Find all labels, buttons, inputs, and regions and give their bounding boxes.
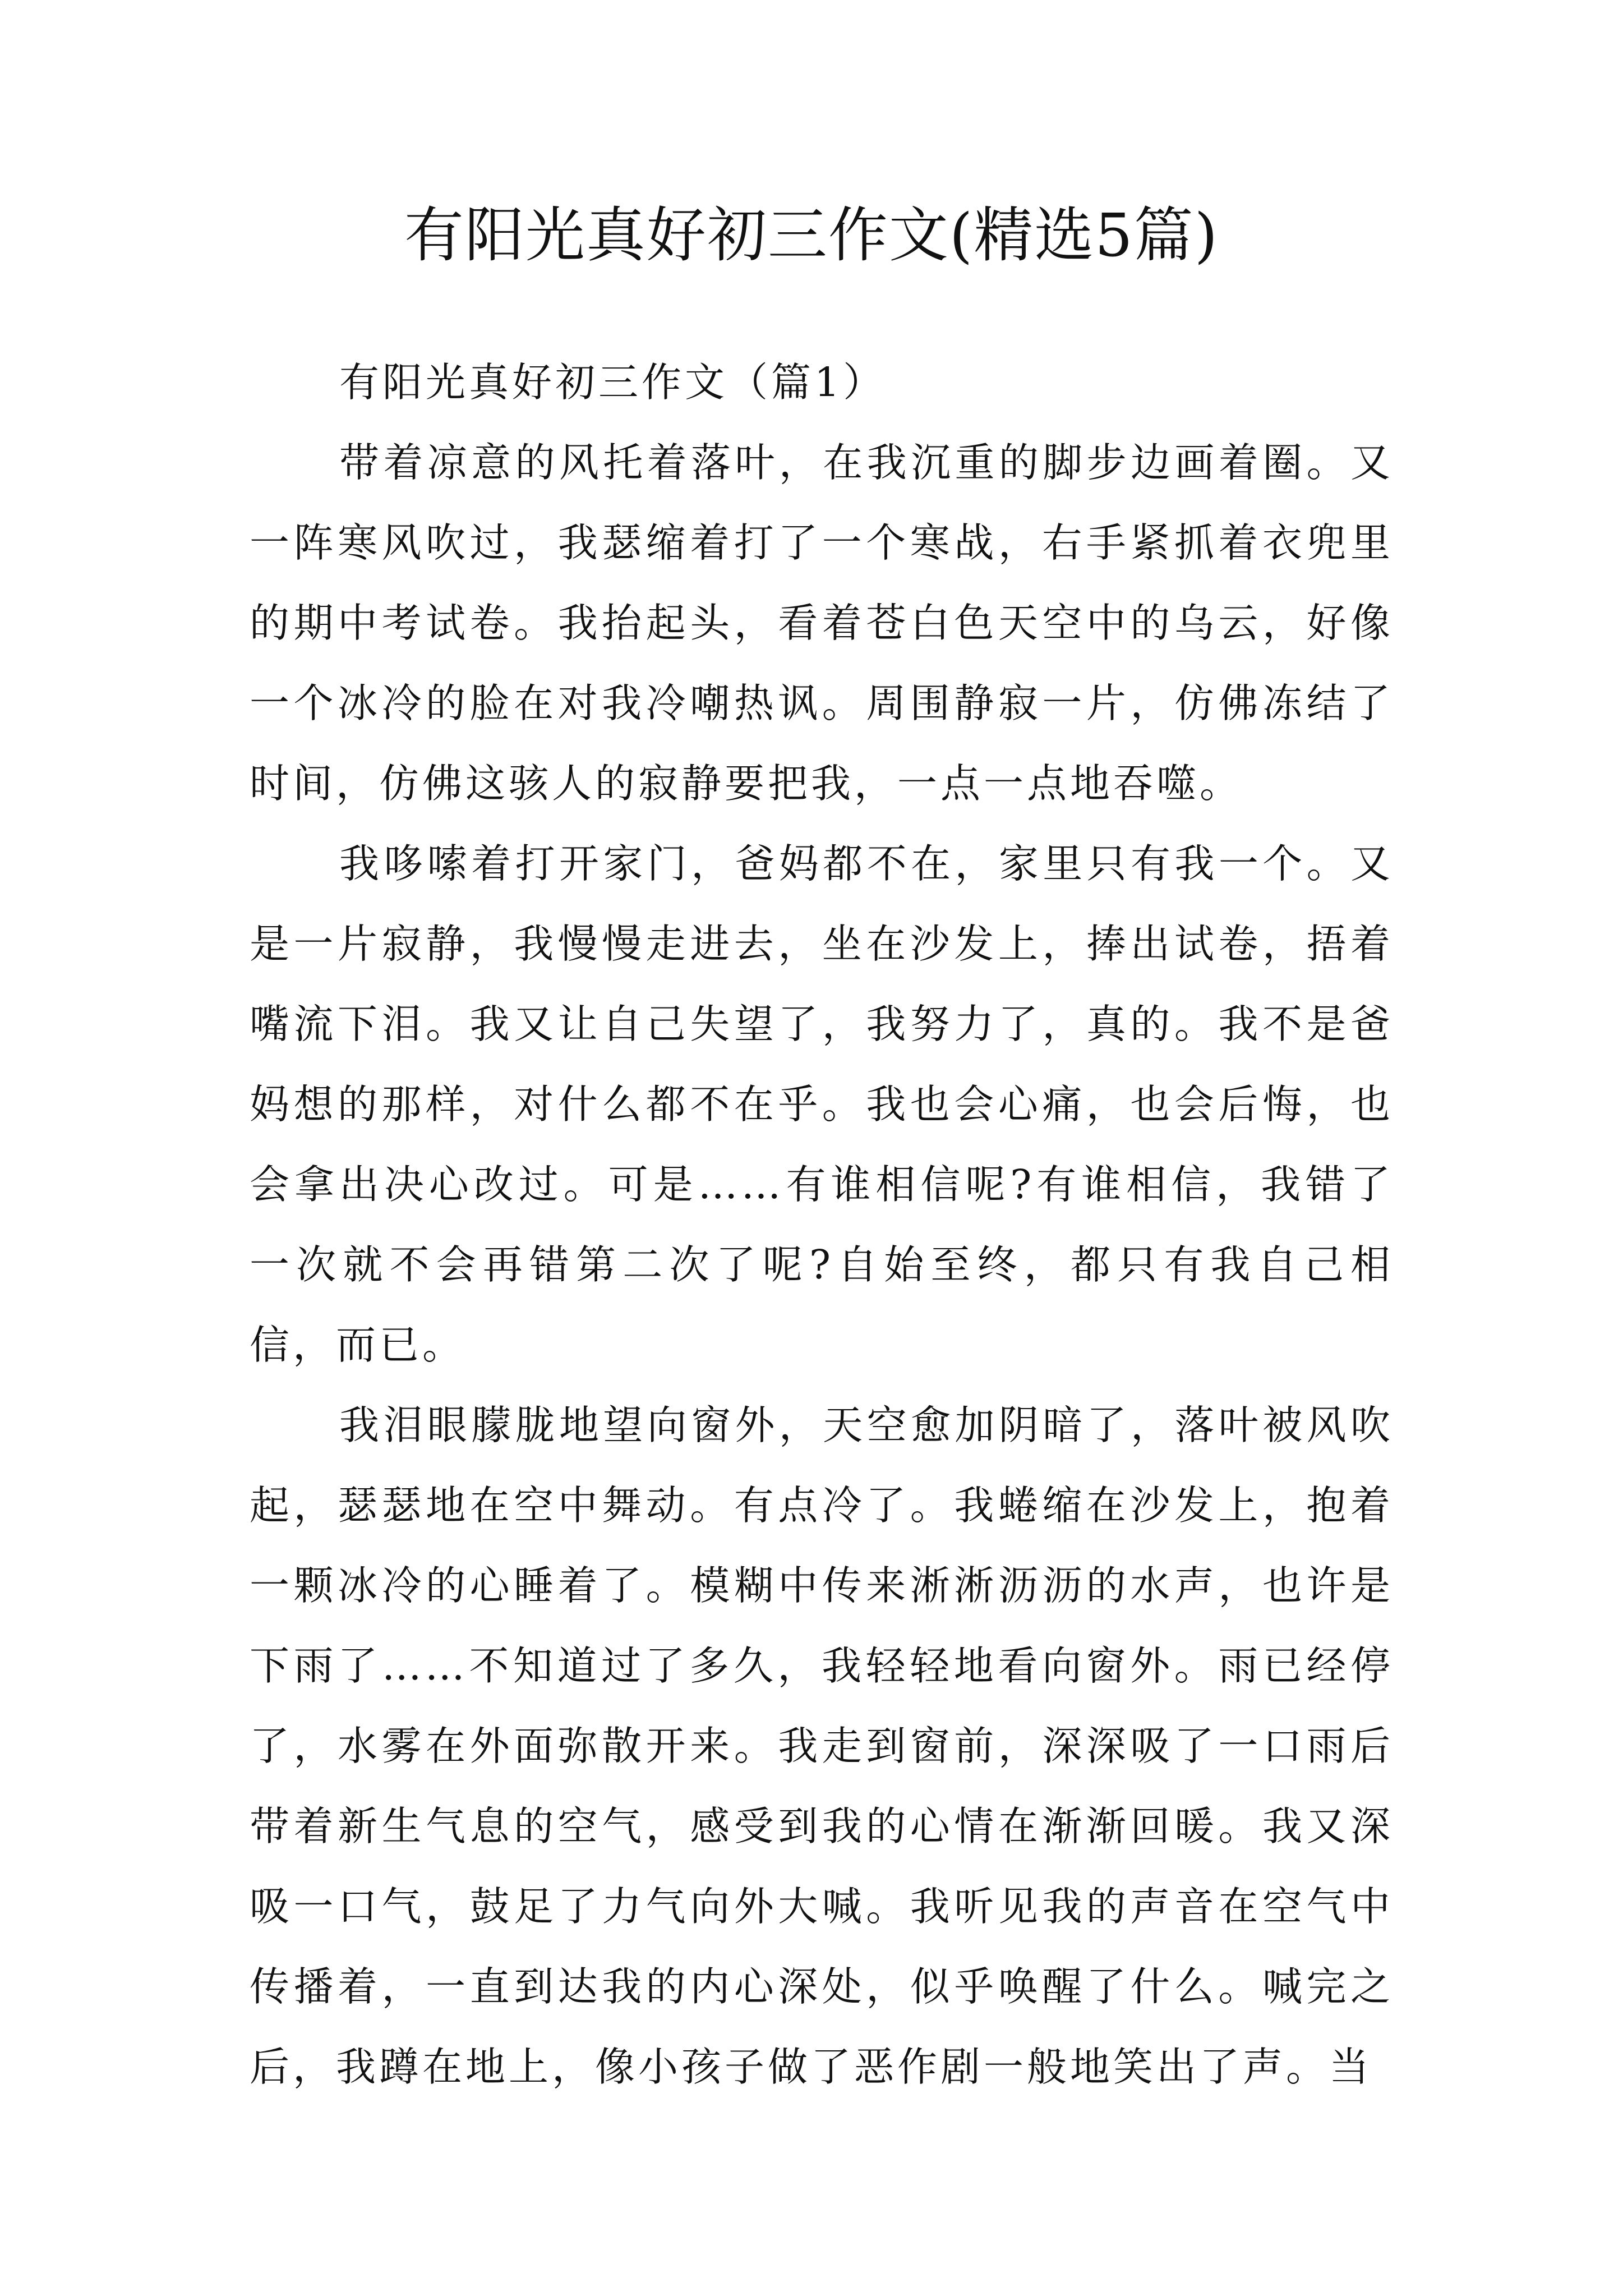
document-body xyxy=(250,342,1394,2107)
paragraph: 带着凉意的风托着落叶，在我沉重的脚步边画着圈。又一阵寒风吹过，我瑟缩着打了一个寒战，右手紧抓着衣兜里的期中考试卷。我抬起头，看着苍白色天空中的乌云，好像一个冰冷的脸在对我冷嘲热讽。周围静寂一片，仿佛冻结了时间，仿佛这骇人的寂静要把我，一点一点地吞噬。 xyxy=(250,439,1394,807)
paragraph: 我哆嗦着打开家门，爸妈都不在，家里只有我一个。又是一片寂静，我慢慢走进去，坐在沙发上，捧出试卷，捂着嘴流下泪。我又让自己失望了，我努力了，真的。我不是爸妈想的那样，对什么都不在乎。我也会心痛，也会后悔，也会拿出决心改过。可是……有谁相信呢?有谁相信，我错了一次就不会再错第二次了呢?自始至终，都只有我自己相信，而已。 xyxy=(250,840,1394,1368)
paragraph: 我泪眼朦胧地望向窗外，天空愈加阴暗了，落叶被风吹起，瑟瑟地在空中舞动。有点冷了。我蜷缩在沙发上，抱着一颗冰冷的心睡着了。模糊中传来淅淅沥沥的水声，也许是下雨了……不知道过了多久，我轻轻地看向窗外。雨已经停了，水雾在外面弥散开来。我走到窗前，深深吸了一口雨后带着新生气息的空气，感受到我的心情在渐渐回暖。我又深吸一口气，鼓足了力气向外大喊。我听见我的声音在空气中传播着，一直到达我的内心深处，似乎唤醒了什么。喊完之后，我蹲在地上，像小孩子做了恶作剧一般地笑出了声。当 xyxy=(250,1402,1394,2090)
section-heading: 有阳光真好初三作文（篇1） xyxy=(339,359,887,406)
document-title: 有阳光真好初三作文(精选5篇) xyxy=(404,201,1219,270)
